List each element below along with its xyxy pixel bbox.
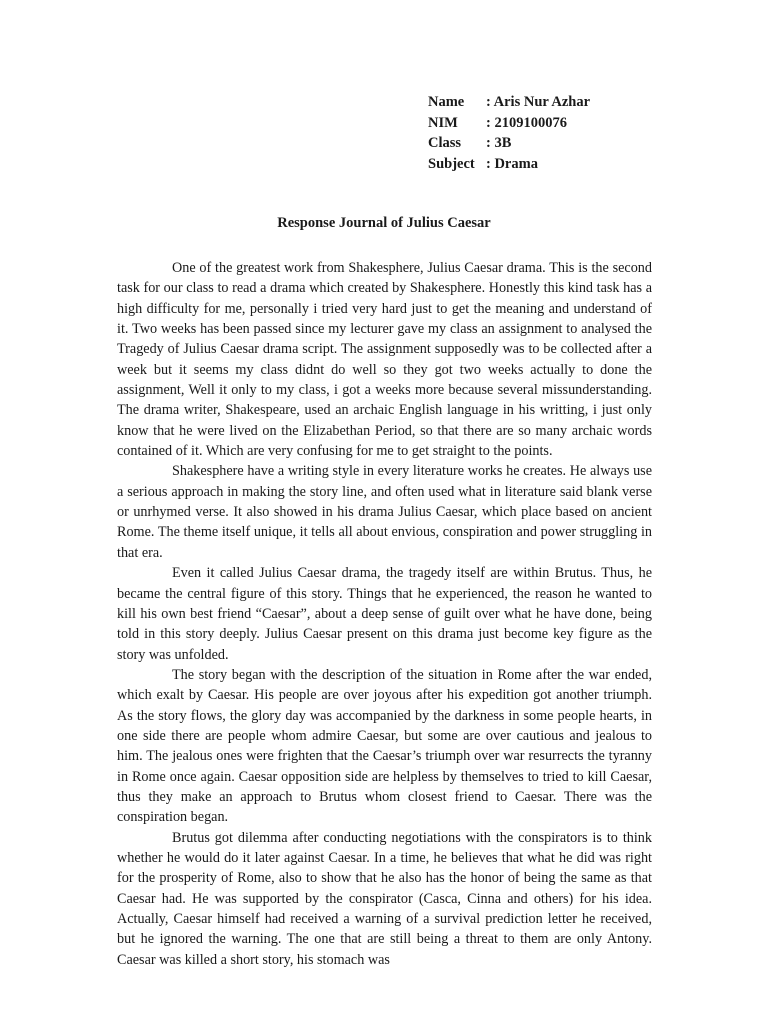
- info-row-subject: [428, 154, 590, 175]
- info-row-name: [428, 92, 590, 113]
- info-label-class: Class: [428, 135, 462, 151]
- info-value-nim: : 2109100076: [486, 114, 567, 131]
- student-info-block: [428, 92, 590, 174]
- info-value-class: : 3B: [486, 135, 512, 151]
- paragraph: Even it called Julius Caesar drama, the tragedy itself are within Brutus. Thus, he became the central figure of this story. Things that he experienced, the reason he wanted to kill his own best friend “Caesar”, about a deep sense of guilt over what he have done, being told in this story deeply. Julius Caesar present on this drama just become key figure as the story was unfolded.: [117, 565, 652, 663]
- paragraph: One of the greatest work from Shakesphere, Julius Caesar drama. This is the second task for our class to read a drama which created by Shakesphere. Honestly this kind task has a high difficulty for me, personally i tried very hard just to get the meaning and understand of it. Two weeks has been passed since my lecturer gave my class an assignment to analysed the Tragedy of Julius Caesar drama script. The assignment supposedly was to be collected after a week but it seems my class didnt do well so they got two weeks actually to done the assignment, Well it only to my class, i got a weeks more because several missunderstanding. The drama writer, Shakespeare, used an archaic English language in his writting, i just only know that he were lived on the Elizabethan Period, so that there are so many archaic words contained of it. Which are very confusing for me to get straight to the points.: [117, 260, 652, 460]
- paragraph: The story began with the description of the situation in Rome after the war ended, which exalt by Caesar. His people are over joyous after his expedition got another triumph. As the story flows, the glory day was accompanied by the darkness in some people hearts, in one side there are people whom admire Caesar, but some are over cautious and jealous to him. The jealous ones were frighten that the Caesar’s triumph over war resurrects the tyranny in Rome once again. Caesar opposition side are helpless by themselves to tried to kill Caesar, thus they make an approach to Brutus whom closest friend to Caesar. There was the conspiration began.: [117, 666, 652, 826]
- info-row-nim: [428, 113, 590, 134]
- info-value-name: : Aris Nur Azhar: [486, 94, 591, 110]
- info-value-subject: : Drama: [486, 155, 538, 172]
- info-label-nim: NIM: [428, 114, 458, 131]
- document-title: Response Journal of Julius Caesar: [277, 215, 491, 231]
- info-label-name: Name: [428, 94, 465, 110]
- info-label-subject: Subject: [428, 155, 475, 172]
- info-row-class: [428, 133, 590, 154]
- paragraph: Shakesphere have a writing style in every literature works he creates. He always use a serious approach in making the story line, and often used what in literature said blank verse or unrhymed verse. It also showed in his drama Julius Caesar, which place based on ancient Rome. The theme itself unique, it tells all about envious, conspiration and power struggling in that era.: [117, 463, 652, 561]
- journal-body: [117, 258, 652, 970]
- paragraph: Brutus got dilemma after conducting negotiations with the conspirators is to think whether he would do it later against Caesar. In a time, he believes that what he did was right for the prosperity of Rome, also to show that he also has the honor of being the same as that Caesar had. He was supported by the conspirator (Casca, Cinna and others) for his idea. Actually, Caesar himself had received a warning of a survival prediction letter he received, but he ignored the warning. The one that are still being a threat to them are only Antony. Caesar was killed a short story, his stomach was: [117, 829, 652, 968]
